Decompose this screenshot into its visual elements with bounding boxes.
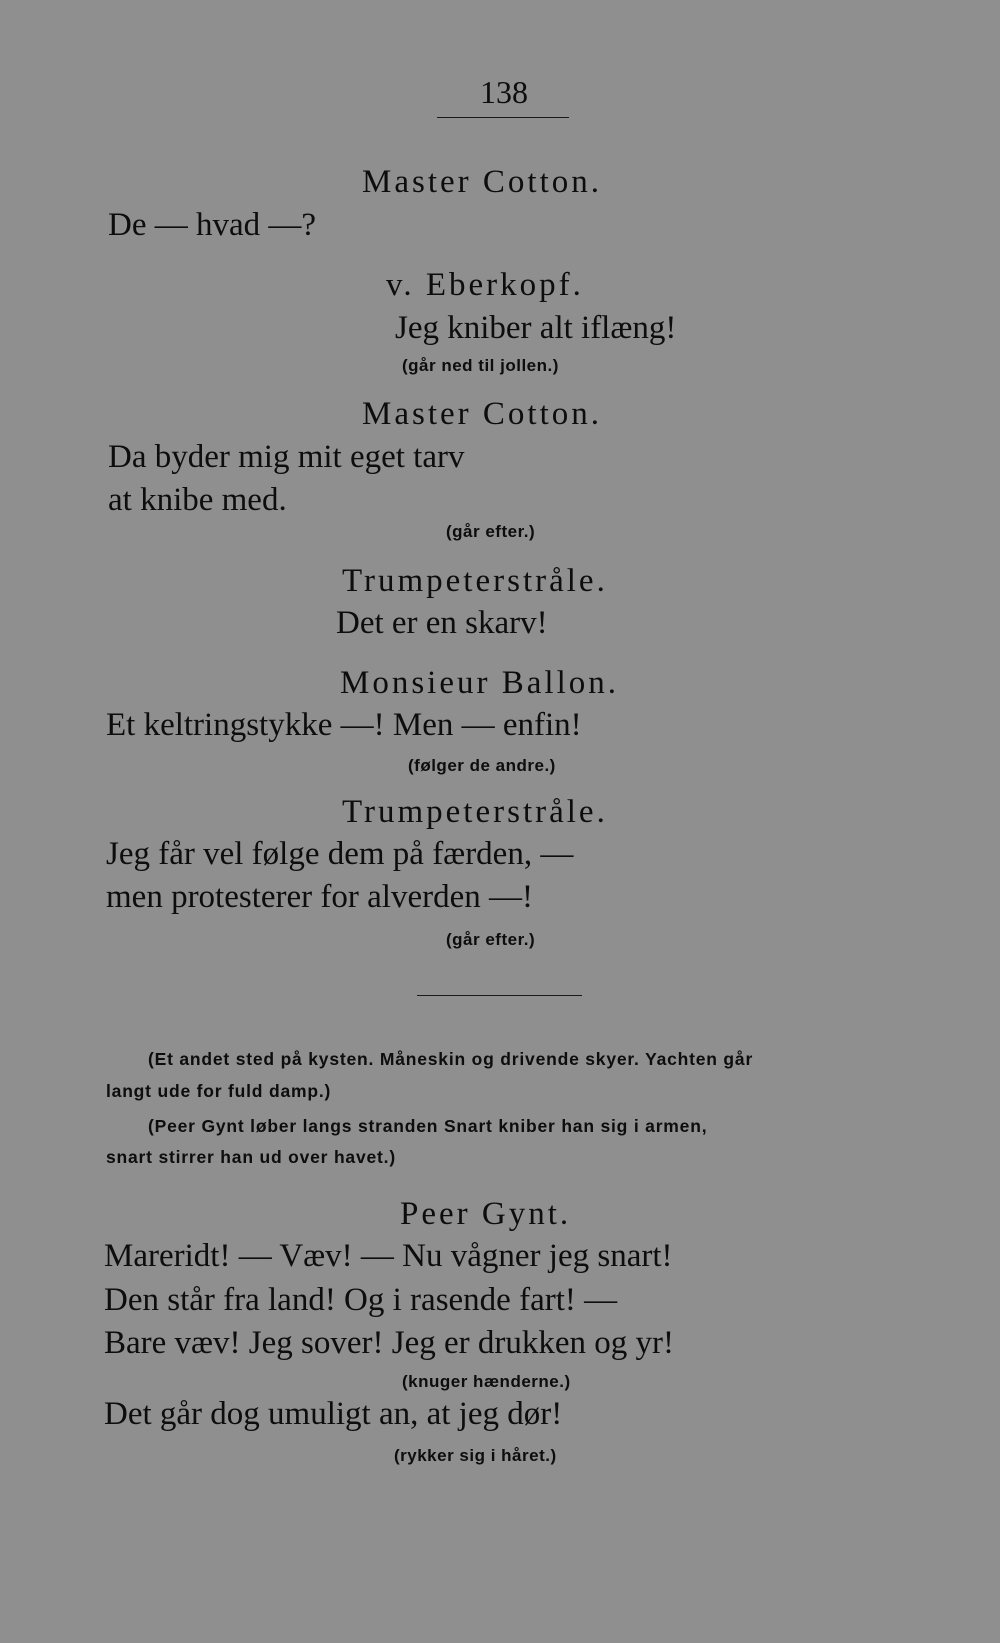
stage-direction: (følger de andre.)	[408, 756, 556, 775]
scene-description: (Et andet sted på kysten. Måneskin og drivende skyer. Yachten går	[148, 1049, 754, 1069]
verse-line: Bare væv! Jeg sover! Jeg er drukken og yr!	[104, 1325, 674, 1361]
verse-line: Et keltringstykke —! Men — enfin!	[106, 707, 582, 743]
speaker-name: Master Cotton.	[362, 164, 602, 200]
scene-description: (Peer Gynt løber langs stranden Snart kniber han sig i armen,	[148, 1116, 708, 1136]
header-rule	[437, 117, 569, 118]
verse-line: Da byder mig mit eget tarv	[108, 439, 465, 475]
speaker-name: Trumpeterstråle.	[342, 794, 608, 830]
speaker-name: Monsieur Ballon.	[340, 665, 619, 701]
speaker-name: Trumpeterstråle.	[342, 563, 608, 599]
stage-direction: (knuger hænderne.)	[402, 1372, 571, 1391]
scene-divider	[417, 995, 582, 996]
speaker-name: Master Cotton.	[362, 396, 602, 432]
scene-description: langt ude for fuld damp.)	[106, 1081, 332, 1101]
page-number: 138	[480, 74, 528, 110]
stage-direction: (går efter.)	[446, 930, 536, 949]
stage-direction: (går efter.)	[446, 522, 536, 541]
verse-line: men protesterer for alverden —!	[106, 879, 533, 915]
verse-line: Mareridt! — Væv! — Nu vågner jeg snart!	[104, 1238, 673, 1274]
stage-direction: (rykker sig i håret.)	[394, 1446, 557, 1465]
speaker-name: v. Eberkopf.	[386, 267, 584, 303]
verse-line: at knibe med.	[108, 482, 287, 518]
speaker-name: Peer Gynt.	[400, 1196, 572, 1232]
stage-direction: (går ned til jollen.)	[402, 356, 559, 375]
verse-line: De — hvad —?	[108, 207, 317, 243]
verse-line: Det er en skarv!	[336, 605, 548, 641]
verse-line: Den står fra land! Og i rasende fart! —	[104, 1282, 618, 1318]
verse-line: Jeg kniber alt iflæng!	[395, 310, 677, 346]
scene-description: snart stirrer han ud over havet.)	[106, 1147, 396, 1167]
verse-line: Det går dog umuligt an, at jeg dør!	[104, 1396, 563, 1432]
verse-line: Jeg får vel følge dem på færden, —	[106, 836, 574, 872]
